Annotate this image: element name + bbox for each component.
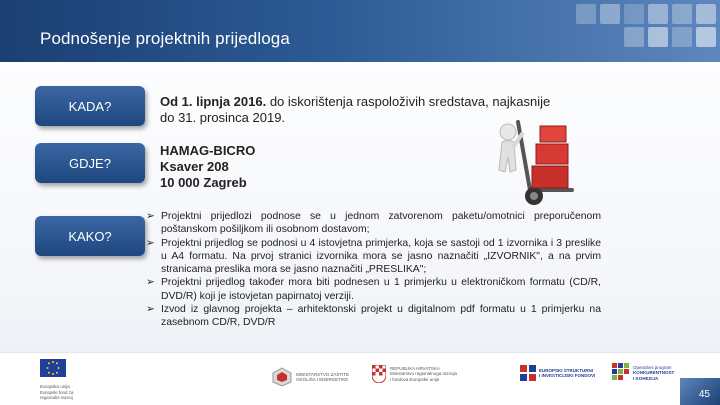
op-line3: I KOHEZIJA bbox=[633, 375, 659, 381]
list-item bbox=[146, 237, 601, 277]
ministry2-line1: REPUBLIKA HRVATSKA bbox=[390, 365, 440, 371]
decor-tile bbox=[672, 4, 692, 24]
arrow-bullet-icon: ➢ bbox=[146, 237, 155, 249]
ministry2-line2: Ministarstvo regionalnoga razvoja bbox=[390, 371, 458, 377]
eu-flag-icon bbox=[40, 359, 66, 377]
funds-line1: EUROPSKI STRUKTURNI bbox=[539, 367, 594, 373]
arrow-bullet-icon: ➢ bbox=[146, 211, 155, 222]
kako-box bbox=[35, 216, 145, 256]
gdje-line3: 10 000 Zagreb bbox=[160, 175, 247, 190]
gdje-box bbox=[35, 143, 145, 183]
decor-tile bbox=[696, 27, 716, 47]
header-bar bbox=[0, 0, 720, 62]
page-number-badge bbox=[680, 378, 720, 405]
ministry-environment-logo bbox=[272, 367, 368, 387]
list-item bbox=[146, 303, 601, 330]
funds-caption bbox=[539, 368, 599, 379]
op-emblem-icon bbox=[612, 363, 630, 383]
gdje-line2: Ksaver 208 bbox=[160, 159, 229, 174]
decor-tile bbox=[648, 27, 668, 47]
decor-tile bbox=[624, 4, 644, 24]
list-item bbox=[146, 210, 601, 237]
op-line1: Operativni program bbox=[633, 364, 672, 370]
bullet-text: Projektni prijedlog se podnosi u 4 istovjetna primjerka, koja se sastoji od 1 izvornika i 3 preslike u A4 formatu. Na prvoj stranici izvornika mora se jasno naznačiti „IZVORNIK", a na prvim stranicama preslika mora se jasno naznačiti „PRESLIKA"; bbox=[161, 237, 601, 276]
op-line2: KONKURENTNOST bbox=[633, 370, 675, 376]
decor-tile bbox=[576, 4, 596, 24]
croatian-coat-of-arms-icon bbox=[372, 365, 386, 383]
op-competitiveness-logo bbox=[612, 363, 679, 383]
kada-line2: do 31. prosinca 2019. bbox=[160, 110, 286, 125]
kako-label: KAKO? bbox=[68, 228, 112, 244]
funds-emblem-icon bbox=[520, 365, 536, 381]
eu-logo bbox=[40, 359, 80, 401]
decor-tile bbox=[648, 4, 668, 24]
page-number: 45 bbox=[698, 389, 710, 400]
ministry2-line3: i fondova Europske unije bbox=[390, 376, 440, 382]
decor-tile bbox=[672, 27, 692, 47]
gdje-address bbox=[160, 143, 255, 191]
op-caption bbox=[633, 365, 679, 382]
arrow-bullet-icon: ➢ bbox=[146, 304, 155, 316]
eu-caption: Europska unija Europski fond za regionalni razvoj bbox=[40, 384, 74, 400]
decor-tile bbox=[696, 4, 716, 24]
kada-label: KADA? bbox=[68, 98, 112, 114]
slide-title: Podnošenje projektnih prijedloga bbox=[40, 29, 290, 48]
esi-funds-logo bbox=[520, 365, 599, 381]
footer-logo-bar bbox=[0, 352, 720, 405]
gdje-label: GDJE? bbox=[69, 155, 111, 171]
kada-date: Od 1. lipnja 2016. bbox=[160, 94, 267, 109]
cube-emblem-icon bbox=[272, 367, 292, 387]
arrow-bullet-icon: ➢ bbox=[146, 277, 155, 289]
list-item bbox=[146, 276, 601, 303]
ministry1-caption: MINISTARSTVO ZAŠTITE OKOLIŠA I ENERGETIKE bbox=[296, 371, 350, 382]
hand-truck-illustration bbox=[490, 112, 600, 212]
ministry2-caption bbox=[390, 366, 478, 383]
decor-tile bbox=[600, 4, 620, 24]
bullet-text: Izvod iz glavnog projekta – arhitektonski projekt u digitalnom pdf formatu u 1 primjerku na zasebnom CD/R, DVD/R bbox=[161, 304, 601, 329]
kako-bullet-list bbox=[146, 210, 601, 330]
bullet-text: Projektni prijedlog također mora biti podnesen u 1 primjerku u elektroničkom formatu (CD/R, DVD/R) koji je istovjetan papirnatoj verziji. bbox=[161, 277, 601, 302]
ministry-regional-logo bbox=[372, 365, 478, 383]
funds-line2: I INVESTICIJSKI FONDOVI bbox=[539, 373, 596, 378]
bullet-text: Projektni prijedlozi podnose se u jednom zatvorenom paketu/omotnici preporučenom poštanskom pošiljkom ili osobnom dostavom; bbox=[161, 211, 601, 236]
decor-tile bbox=[624, 27, 644, 47]
gdje-line1: HAMAG-BICRO bbox=[160, 143, 256, 158]
kada-box bbox=[35, 86, 145, 126]
kada-rest: do iskorištenja raspoloživih sredstava, najkasnije bbox=[266, 94, 551, 109]
